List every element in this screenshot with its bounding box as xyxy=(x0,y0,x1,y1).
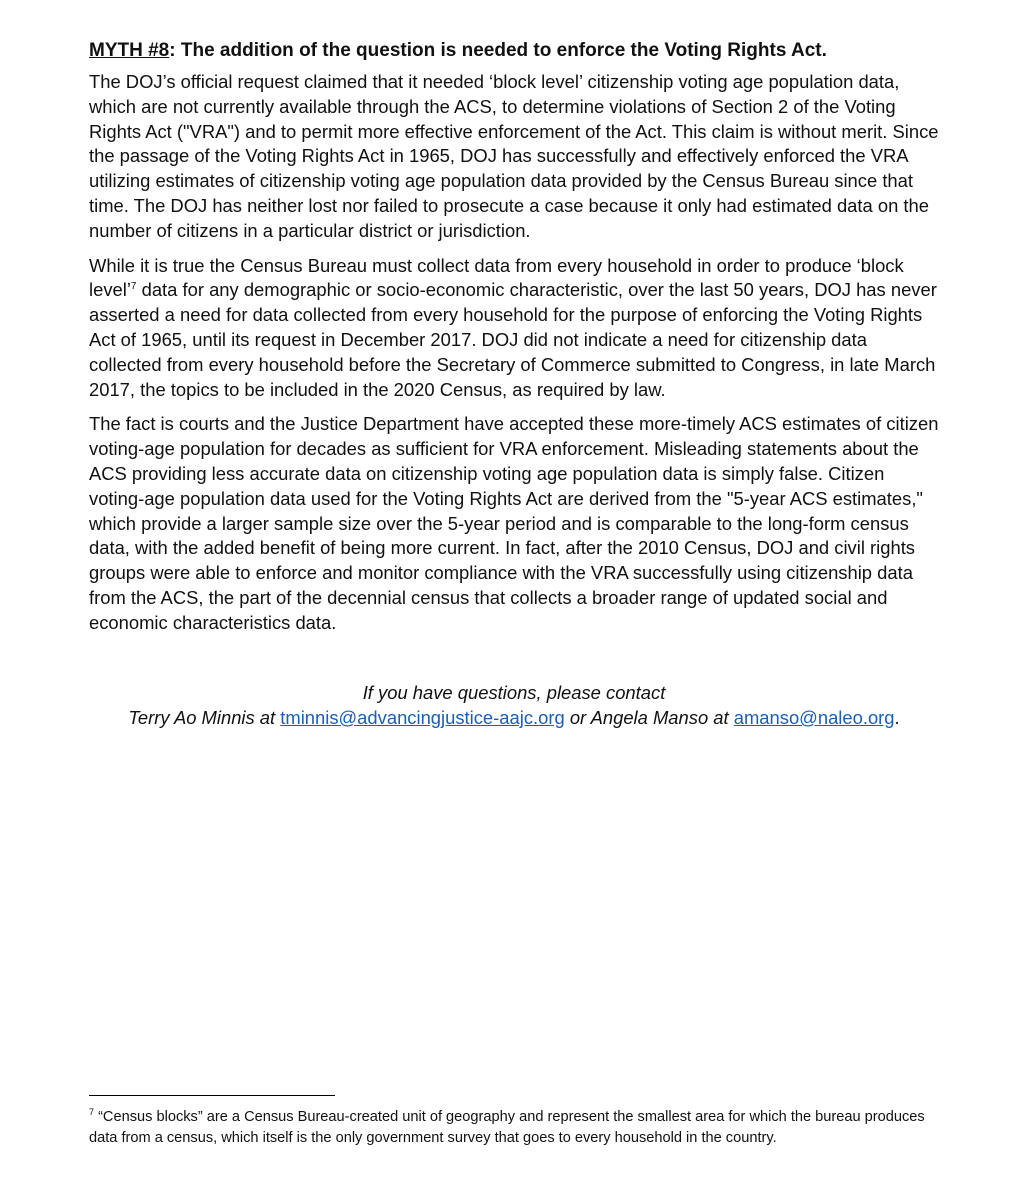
myth-heading xyxy=(89,38,939,64)
paragraph-1: The DOJ’s official request claimed that it needed ‘block level’ citizenship voting age population data, which are not currently available through the ACS, to determine violations of Section 2 of the Voting Rights Act ("VRA") and to permit more effective enforcement of the Act. This claim is without merit. Since the passage of the Voting Rights Act in 1965, DOJ has successfully and effectively enforced the VRA utilizing estimates of citizenship voting age population data provided by the Census Bureau since that time. The DOJ has neither lost nor failed to prosecute a case because it only had estimated data on the number of citizens in a particular district or jurisdiction. xyxy=(89,71,939,241)
footnote xyxy=(89,1107,939,1149)
contact-block xyxy=(89,680,939,730)
myth-separator: : xyxy=(169,40,176,61)
contact-intro: If you have questions, please contact xyxy=(362,682,666,703)
email-link-tminnis[interactable]: tminnis@advancingjustice-aajc.org xyxy=(280,707,565,728)
email-link-amanso[interactable]: amanso@naleo.org xyxy=(733,707,895,728)
paragraph-2 xyxy=(89,254,939,403)
paragraph-2-start: While it is true the Census Bureau must collect data from every household in order to produce ‘block level’ xyxy=(89,254,904,301)
footnote-divider xyxy=(89,1095,335,1096)
myth-label: MYTH #8 xyxy=(89,40,170,61)
myth-title: The addition of the question is needed to enforce the Voting Rights Act. xyxy=(175,40,827,61)
footnote-reference[interactable]: 7 xyxy=(130,281,137,293)
paragraph-3: The fact is courts and the Justice Department have accepted these more-timely ACS estimates of citizen voting-age population for decades as sufficient for VRA enforcement. Misleading statements about the ACS providing less accurate data on citizenship voting age population data is simply false. Citizen voting-age population data used for the Voting Rights Act are derived from the "5-year ACS estimates," which provide a larger sample size over the 5-year period and is comparable to the long-form census data, with the added benefit of being more current. In fact, after the 2010 Census, DOJ and civil rights groups were able to enforce and monitor compliance with the VRA successfully using citizenship data from the ACS, the part of the decennial census that collects a broader range of updated social and economic characteristics data. xyxy=(89,413,939,633)
document-body xyxy=(89,38,939,646)
contact-name-1: Terry Ao Minnis at xyxy=(128,707,281,728)
contact-line xyxy=(89,705,939,730)
contact-name-2: or Angela Manso at xyxy=(564,707,734,728)
paragraph-2-end: data for any demographic or socio-economic characteristic, over the last 50 years, DOJ has never asserted a need for data collected from every household for the purpose of enforcing the Voting Rights Act of 1965, until its request in December 2017. DOJ did not indicate a need for citizenship data collected from every household before the Secretary of Commerce submitted to Congress, in late March 2017, the topics to be included in the 2020 Census, as required by law. xyxy=(89,279,937,400)
footnote-text: “Census blocks” are a Census Bureau-created unit of geography and represent the smallest area for which the bureau produces data from a census, which itself is the only government survey that goes to every household in the country. xyxy=(89,1109,925,1146)
footnote-number: 7 xyxy=(89,1107,95,1118)
contact-period: . xyxy=(894,707,900,728)
